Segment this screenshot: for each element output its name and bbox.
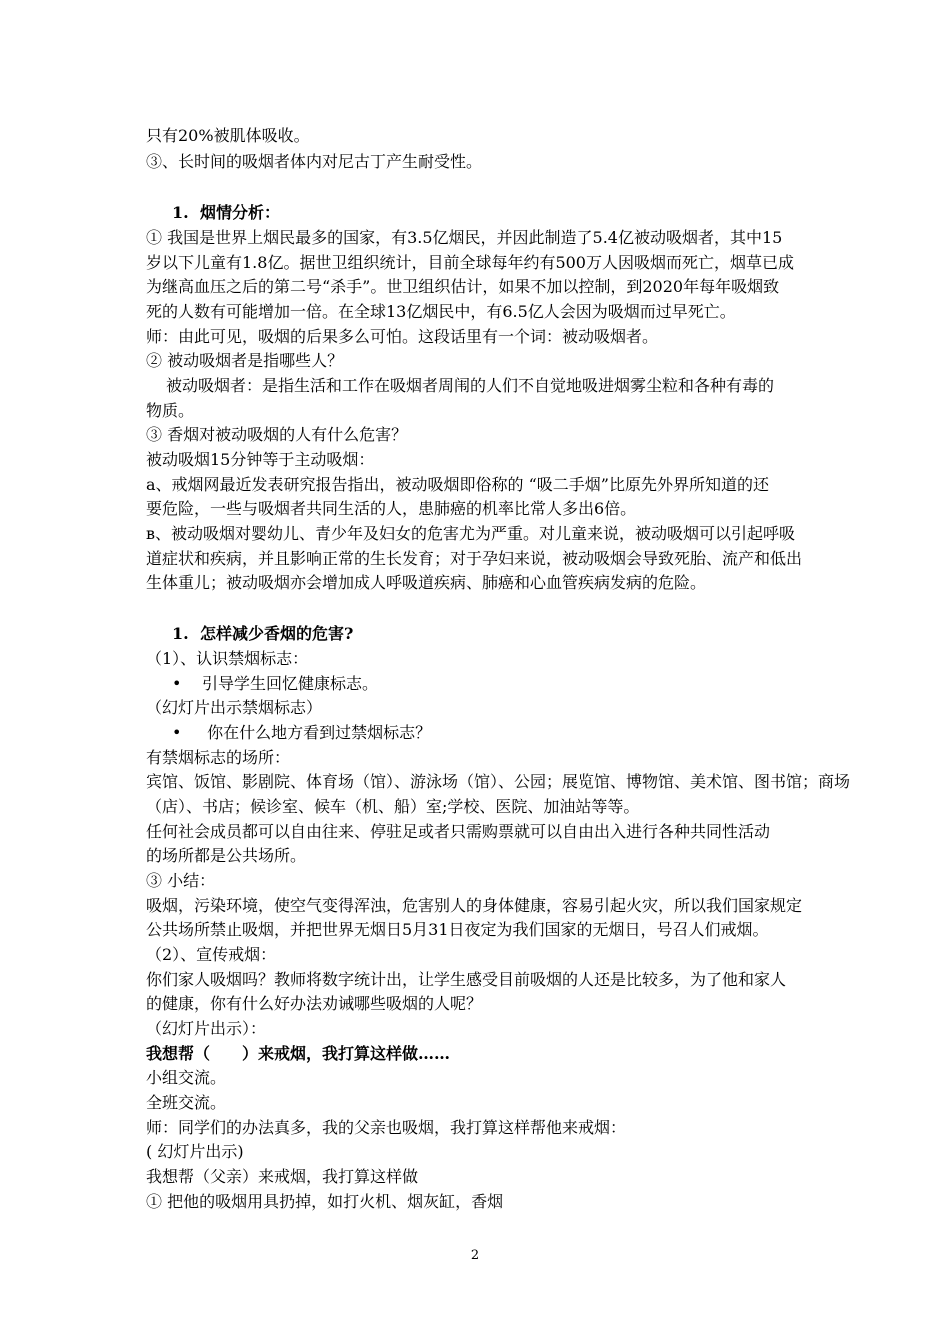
text-line: 只有20%被肌体吸收。 bbox=[146, 126, 310, 145]
text-line: ( 幻灯片出示) bbox=[146, 1142, 244, 1161]
slide-prompt: 我想帮（ ）来戒烟，我打算这样做…… bbox=[146, 1044, 451, 1063]
text-line: 的场所都是公共场所。 bbox=[146, 846, 307, 865]
text-line: 任何社会成员都可以自由往来、停驻足或者只需购票就可以自由出入进行各种共同性活动 bbox=[146, 822, 771, 841]
text-line: ① 把他的吸烟用具扔掉，如打火机、烟灰缸，香烟 bbox=[146, 1192, 504, 1211]
section-heading bbox=[172, 624, 842, 644]
text-line: 被动吸烟15分钟等于主动吸烟： bbox=[146, 450, 375, 469]
text-line: 为继高血压之后的第二号“杀手”。世卫组织估计，如果不加以控制，到2020年每年吸烟致 bbox=[146, 277, 780, 296]
text-line: 岁以下儿童有1.8亿。据世卫组织统计，目前全球每年约有500万人因吸烟而死亡，烟草已成 bbox=[146, 253, 794, 272]
text-line: 生体重儿；被动吸烟亦会增加成人呼吸道疾病、肺癌和心血管疾病发病的危险。 bbox=[146, 573, 707, 592]
text-line: 公共场所禁止吸烟，并把世界无烟日5月31日夜定为我们国家的无烟日，号召人们戒烟。 bbox=[146, 920, 769, 939]
text-line: a、戒烟网最近发表研究报告指出，被动吸烟即俗称的 “吸二手烟”比原先外界所知道的还 bbox=[146, 475, 769, 494]
text-line: 吸烟，污染环境，使空气变得浑浊，危害别人的身体健康，容易引起火灾，所以我们国家规定 bbox=[146, 896, 803, 915]
text-line: （店）、书店；候诊室、候车（机、船）室;学校、医院、加油站等等。 bbox=[146, 797, 640, 816]
bullet-icon: • bbox=[172, 723, 182, 742]
heading-number: 1. bbox=[172, 624, 189, 643]
bullet-item bbox=[172, 723, 842, 743]
text-line: 小组交流。 bbox=[146, 1068, 227, 1087]
page-number: 2 bbox=[470, 1248, 480, 1263]
text-line: 你们家人吸烟吗？教师将数字统计出，让学生感受目前吸烟的人还是比较多，为了他和家人 bbox=[146, 970, 787, 989]
text-line: 我想帮（父亲）来戒烟，我打算这样做 bbox=[146, 1167, 419, 1186]
bullet-item bbox=[172, 674, 842, 694]
text-line: ③、长时间的吸烟者体内对尼古丁产生耐受性。 bbox=[146, 152, 483, 171]
bullet-text: 你在什么地方看到过禁烟标志？ bbox=[202, 723, 432, 742]
text-line: 的健康，你有什么好办法劝诫哪些吸烟的人呢？ bbox=[146, 994, 483, 1013]
text-line: 死的人数有可能增加一倍。在全球13亿烟民中，有6.5亿人会因为吸烟而过早死亡。 bbox=[146, 302, 736, 321]
text-line: （幻灯片出示）： bbox=[146, 1019, 267, 1038]
text-line: ② 被动吸烟者是指哪些人？ bbox=[146, 351, 344, 370]
bullet-text: 引导学生回忆健康标志。 bbox=[202, 674, 379, 693]
bullet-icon: • bbox=[172, 674, 182, 693]
text-line: ③ 香烟对被动吸烟的人有什么危害？ bbox=[146, 425, 408, 444]
text-line: ③ 小结： bbox=[146, 871, 216, 890]
text-line: （1）、认识禁烟标志： bbox=[146, 649, 309, 668]
text-line: 师：同学们的办法真多，我的父亲也吸烟，我打算这样帮他来戒烟： bbox=[146, 1118, 627, 1137]
section-heading bbox=[172, 203, 842, 223]
text-line: 被动吸烟者：是指生活和工作在吸烟者周闱的人们不自觉地吸进烟雾尘粒和各种有毒的 bbox=[166, 376, 775, 395]
text-line: 道症状和疾病，并且影响正常的生长发育；对于孕妇来说，被动吸烟会导致死胎、流产和低出 bbox=[146, 549, 803, 568]
heading-text: 烟情分析： bbox=[200, 203, 281, 222]
text-line: 师：由此可见，吸烟的后果多么可怕。这段话里有一个词：被动吸烟者。 bbox=[146, 327, 659, 346]
text-line: 要危险，一些与吸烟者共同生活的人，患肺癌的机率比常人多出6倍。 bbox=[146, 499, 637, 518]
text-line: 有禁烟标志的场所： bbox=[146, 748, 291, 767]
heading-text: 怎样减少香烟的危害? bbox=[200, 624, 354, 643]
text-line: （幻灯片出示禁烟标志） bbox=[146, 698, 323, 717]
text-line: （2）、宣传戒烟： bbox=[146, 945, 277, 964]
heading-number: 1. bbox=[172, 203, 189, 222]
text-line: в、被动吸烟对婴幼儿、青少年及妇女的危害尤为严重。对儿童来说，被动吸烟可以引起呼吸 bbox=[146, 524, 796, 543]
text-line: 物质。 bbox=[146, 401, 195, 420]
text-line: 宾馆、饭馆、影剧院、体育场（馆）、游泳场（馆）、公园；展览馆、博物馆、美术馆、图书馆；商场 bbox=[146, 772, 851, 791]
text-line: 全班交流。 bbox=[146, 1093, 227, 1112]
text-line: ① 我国是世界上烟民最多的国家，有3.5亿烟民，并因此制造了5.4亿被动吸烟者，其中15 bbox=[146, 228, 783, 247]
